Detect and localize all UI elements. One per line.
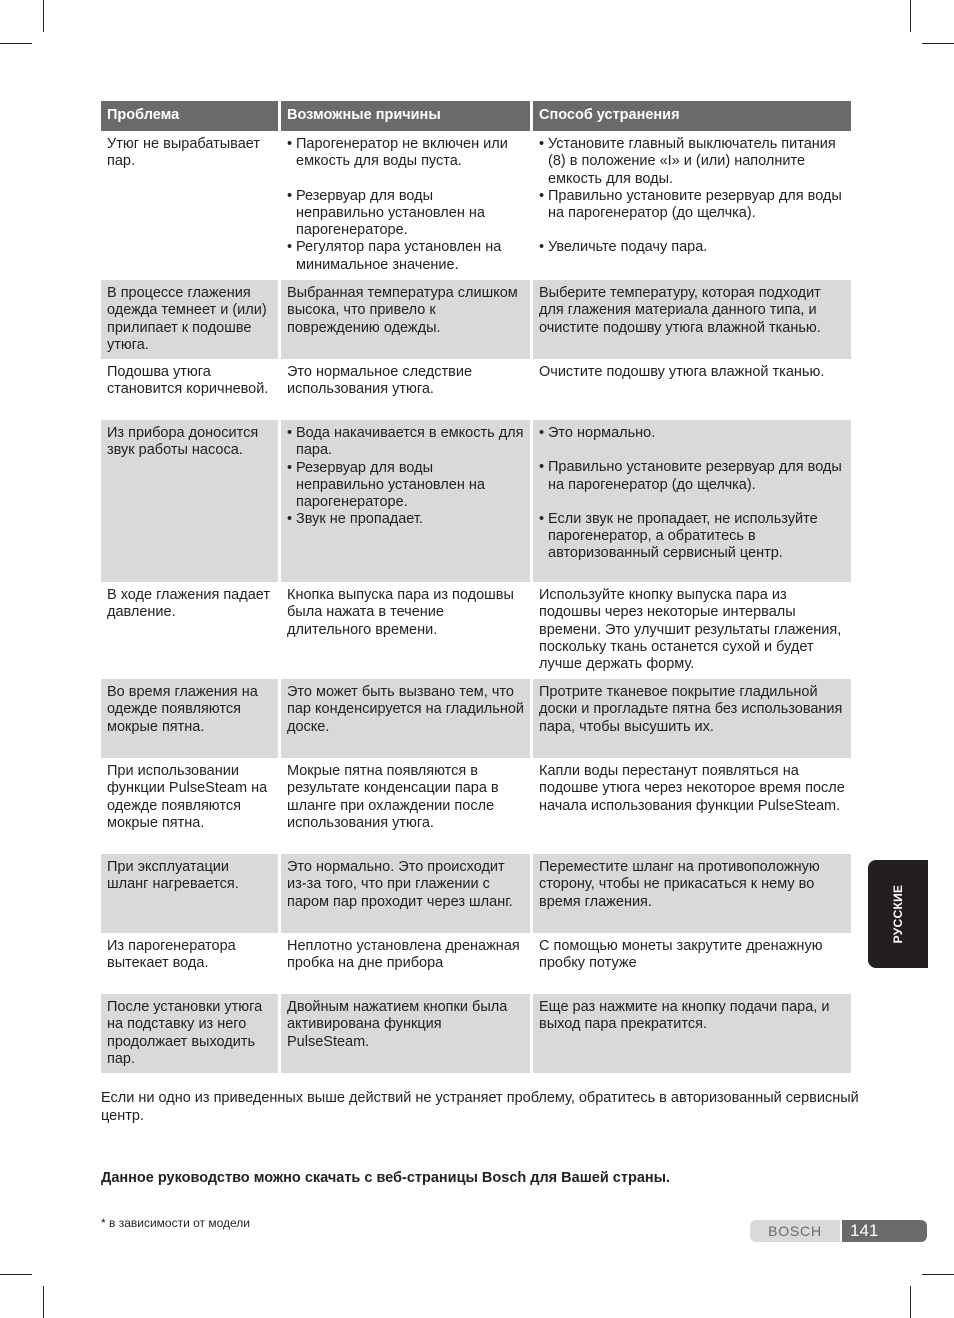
causes-cell: Выбранная температура слишком высока, что привело к повреждению одежды. (278, 280, 530, 359)
list-item: • Если звук не пропадает, не используйте парогенератор, а обратитесь в авторизованный сервисный центр. (539, 511, 845, 563)
list-item: • Парогенератор не включен или емкость для воды пуста. (287, 136, 524, 171)
table-row (101, 280, 851, 359)
problem-cell: Утюг не вырабатывает пар. (107, 136, 261, 170)
remedy-cell: Очистите подошву утюга влажной тканью. (530, 359, 851, 420)
remedy-cell: Капли воды перестанут появляться на подошве утюга через некоторое время после начала использования функции PulseSteam. (530, 758, 851, 854)
crop-mark (910, 0, 911, 32)
problem-cell: Из прибора доносится звук работы насоса. (101, 420, 278, 582)
problem-cell: В ходе глажения падает давление. (107, 587, 270, 621)
problem-cell: При эксплуатации шланг нагревается. (101, 854, 278, 933)
list-item: • Правильно установите резервуар для воды на парогенератор (до щелчка). (539, 188, 845, 223)
remedy-cell (530, 420, 851, 582)
causes-cell: Кнопка выпуска пара из подошвы была нажата в течение длительного времени. (278, 582, 530, 679)
brand-label: BOSCH (750, 1220, 840, 1242)
problem-cell: Подошва утюга становится коричневой. (107, 364, 269, 398)
causes-cell: Мокрые пятна появляются в результате конденсации пара в шланге при охлаждении после использования утюга. (278, 758, 530, 854)
crop-mark (43, 0, 44, 32)
table-header-row (101, 101, 851, 131)
table-row (101, 679, 851, 758)
download-note: Данное руководство можно скачать с веб-страницы Bosch для Вашей страны. (101, 1170, 671, 1186)
troubleshooting-table (101, 101, 851, 1073)
list-item: • Вода накачивается в емкость для пара. (287, 425, 524, 460)
problem-cell: При использовании функции PulseSteam на одежде появляются мокрые пятна. (107, 763, 268, 831)
table-row (101, 420, 851, 582)
remedy-cell: С помощью монеты закрутите дренажную пробку потуже (530, 933, 851, 994)
causes-cell: Это нормальное следствие использования утюга. (278, 359, 530, 420)
list-item: • Правильно установите резервуар для воды на парогенератор (до щелчка). (539, 459, 845, 494)
crop-mark (0, 43, 32, 44)
language-tab (868, 860, 928, 968)
problem-cell: В процессе глажения одежда темнеет и (или) прилипает к подошве утюга. (101, 280, 278, 359)
list-item: • Резервуар для воды неправильно установлен на парогенераторе. (287, 460, 524, 512)
list-item: • Резервуар для воды неправильно установлен на парогенераторе. (287, 188, 524, 240)
table-row (101, 994, 851, 1073)
causes-cell: Двойным нажатием кнопки была активирована функция PulseSteam. (278, 994, 530, 1073)
problem-cell: Из парогенератора вытекает вода. (107, 938, 236, 972)
crop-mark (43, 1286, 44, 1318)
header-causes: Возможные причины (278, 101, 530, 131)
causes-cell (278, 420, 530, 582)
crop-mark (922, 1274, 954, 1275)
table-row (101, 582, 851, 679)
remedy-cell: Протрите тканевое покрытие гладильной доски и прогладьте пятна без использования пара, чтобы высушить их. (530, 679, 851, 758)
list-item: • Увеличьте подачу пара. (539, 239, 845, 256)
service-center-note: Если ни одно из приведенных выше действий не устраняет проблему, обратитесь в авторизованный сервисный центр. (101, 1090, 859, 1124)
problem-cell: Во время глажения на одежде появляются мокрые пятна. (101, 679, 278, 758)
problem-cell: После установки утюга на подставку из него продолжает выходить пар. (101, 994, 278, 1073)
crop-mark (910, 1286, 911, 1318)
header-problem: Проблема (101, 101, 278, 131)
table-row (101, 933, 851, 994)
crop-mark (0, 1274, 32, 1275)
remedy-cell: Еще раз нажмите на кнопку подачи пара, и выход пара прекратится. (530, 994, 851, 1073)
list-item: • Звук не пропадает. (287, 511, 524, 528)
causes-cell: Это нормально. Это происходит из-за того, что при глажении с паром пар проходит через шланг. (278, 854, 530, 933)
model-footnote: * в зависимости от модели (101, 1216, 251, 1230)
causes-cell (278, 131, 530, 280)
table-row (101, 131, 851, 280)
crop-mark (922, 43, 954, 44)
table-row (101, 758, 851, 854)
remedy-cell: Переместите шланг на противоположную сторону, чтобы не прикасаться к нему во время глажения. (530, 854, 851, 933)
list-item: • Установите главный выключатель питания (8) в положение «I» и (или) наполните емкость для воды. (539, 136, 845, 188)
language-tab-label: РУССКИЕ (891, 884, 905, 944)
remedy-cell (530, 131, 851, 280)
remedy-cell: Используйте кнопку выпуска пара из подошвы через некоторые интервалы времени. Это улучшит результаты глажения, поскольку ткань останется сухой и будет лучше держать форму. (530, 582, 851, 679)
table-row (101, 359, 851, 420)
causes-cell: Это может быть вызвано тем, что пар конденсируется на гладильной доске. (278, 679, 530, 758)
header-remedy: Способ устранения (530, 101, 851, 131)
remedy-cell: Выберите температуру, которая подходит для глажения материала данного типа, и очистите подошву утюга влажной тканью. (530, 280, 851, 359)
list-item: • Это нормально. (539, 425, 845, 442)
causes-cell: Неплотно установлена дренажная пробка на дне прибора (278, 933, 530, 994)
table-row (101, 854, 851, 933)
page-number: 141 (842, 1220, 927, 1242)
list-item: • Регулятор пара установлен на минимальное значение. (287, 239, 524, 274)
